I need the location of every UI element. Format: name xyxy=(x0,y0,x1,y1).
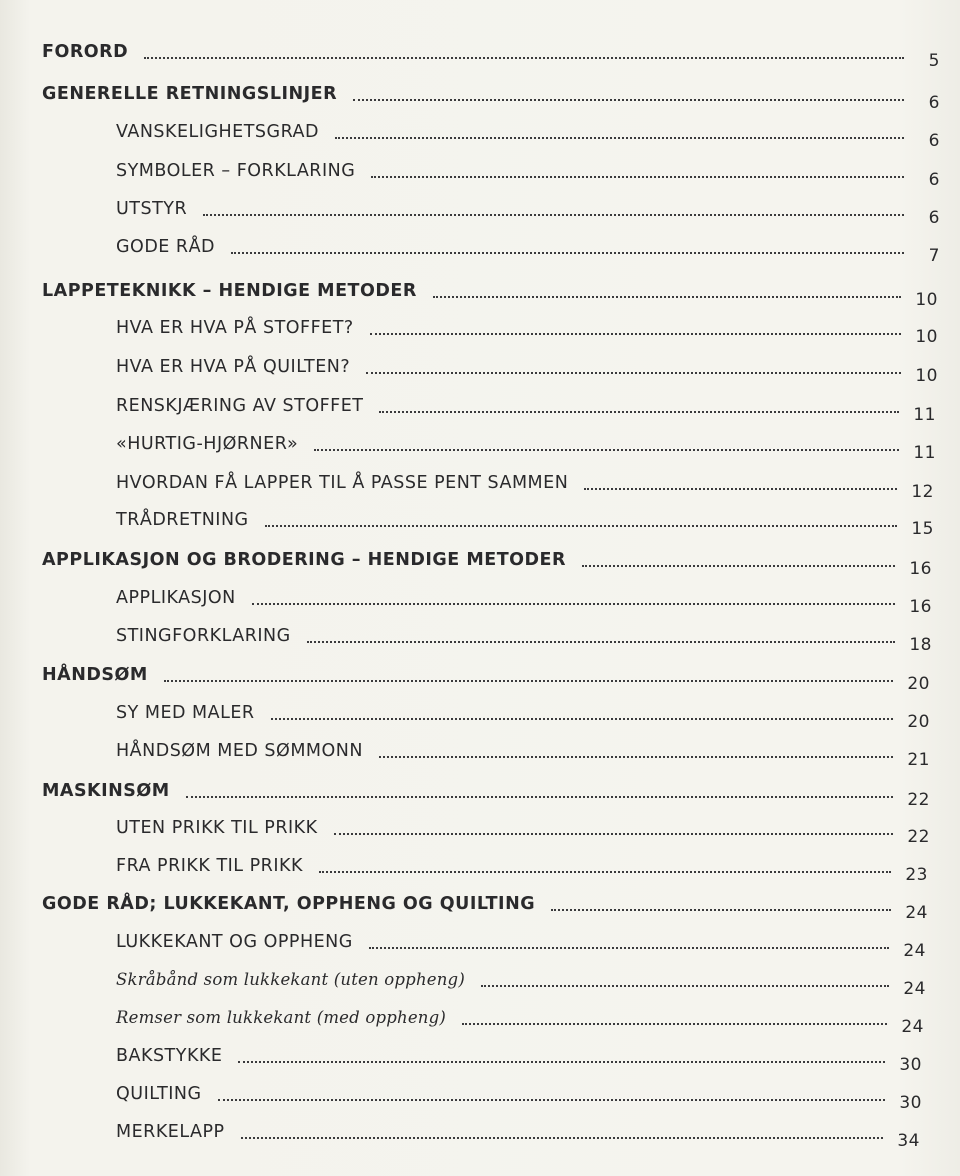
toc-entry-page: 18 xyxy=(909,635,932,655)
toc-entry-title: RENSKJÆRING AV STOFFET xyxy=(116,396,364,416)
toc-entry-title: HÅNDSØM MED SØMMONN xyxy=(116,741,363,761)
dot-leader xyxy=(307,638,896,643)
toc-entry-page: 24 xyxy=(903,979,926,999)
toc-entry-title: UTEN PRIKK TIL PRIKK xyxy=(116,818,318,838)
toc-entry-page: 7 xyxy=(928,246,940,266)
dot-leader xyxy=(366,369,901,374)
toc-entry-page: 5 xyxy=(928,51,940,71)
toc-entry xyxy=(116,318,938,348)
toc-entry xyxy=(116,161,940,191)
toc-entry-page: 11 xyxy=(913,443,936,463)
toc-entry-page: 6 xyxy=(928,131,940,151)
toc-entry-page: 24 xyxy=(903,941,926,961)
toc-entry-title: QUILTING xyxy=(116,1084,202,1104)
dot-leader xyxy=(314,446,899,451)
dot-leader xyxy=(241,1134,884,1139)
toc-entry-page: 6 xyxy=(928,93,940,113)
toc-entry-page: 10 xyxy=(915,327,938,347)
dot-leader xyxy=(231,249,904,254)
toc-entry-page: 6 xyxy=(928,208,940,228)
dot-leader xyxy=(433,293,902,298)
toc-entry-title: GODE RÅD xyxy=(116,237,216,257)
toc-entry xyxy=(116,1008,924,1038)
toc-entry-page: 20 xyxy=(907,712,930,732)
toc-entry-page: 23 xyxy=(905,865,928,885)
dot-leader xyxy=(353,96,904,101)
dot-leader xyxy=(335,134,904,139)
toc-entry xyxy=(42,665,930,695)
toc-entry xyxy=(116,626,932,656)
toc-entry-page: 30 xyxy=(899,1055,922,1075)
dot-leader xyxy=(265,522,898,527)
toc-entry xyxy=(116,1046,922,1076)
toc-entry xyxy=(116,122,940,152)
toc-entry-page: 16 xyxy=(909,559,932,579)
toc-entry-title: Remser som lukkekant (med oppheng) xyxy=(116,1008,447,1027)
toc-entry-page: 20 xyxy=(907,674,930,694)
toc-entry-page: 22 xyxy=(907,790,930,810)
toc-entry xyxy=(116,703,930,733)
dot-leader xyxy=(379,408,899,413)
toc-entry xyxy=(42,781,930,811)
toc-entry-title: SYMBOLER – FORKLARING xyxy=(116,161,356,181)
toc-entry-title: APPLIKASJON xyxy=(116,588,236,608)
dot-leader xyxy=(371,173,904,178)
dot-leader xyxy=(218,1096,886,1101)
toc-entry-title: UTSTYR xyxy=(116,199,188,219)
toc-entry-title: SY MED MALER xyxy=(116,703,255,723)
toc-entry-page: 16 xyxy=(909,597,932,617)
dot-leader xyxy=(252,600,896,605)
toc-entry xyxy=(116,741,930,771)
toc-entry-title: GENERELLE RETNINGSLINJER xyxy=(42,84,338,104)
toc-entry-page: 34 xyxy=(897,1131,920,1151)
dot-leader xyxy=(370,330,902,335)
toc-entry xyxy=(42,550,932,580)
toc-entry xyxy=(116,1084,922,1114)
toc-entry xyxy=(116,818,930,848)
dot-leader xyxy=(319,868,891,873)
toc-entry-title: TRÅDRETNING xyxy=(116,510,249,530)
toc-entry-title: VANSKELIGHETSGRAD xyxy=(116,122,319,142)
dot-leader xyxy=(481,982,889,987)
toc-entry-page: 12 xyxy=(911,482,934,502)
toc-entry xyxy=(42,281,938,311)
toc-entry xyxy=(116,199,940,229)
toc-entry-page: 10 xyxy=(915,290,938,310)
toc-entry-title: GODE RÅD; LUKKEKANT, OPPHENG OG QUILTING xyxy=(42,894,536,914)
dot-leader xyxy=(203,211,904,216)
dot-leader xyxy=(271,715,894,720)
toc-entry-title: HVA ER HVA PÅ QUILTEN? xyxy=(116,357,351,377)
dot-leader xyxy=(379,753,893,758)
dot-leader xyxy=(144,54,904,59)
toc-entry xyxy=(116,357,938,387)
toc-entry xyxy=(116,588,932,618)
dot-leader xyxy=(462,1020,887,1025)
toc-entry-title: FRA PRIKK TIL PRIKK xyxy=(116,856,303,876)
toc-entry-page: 10 xyxy=(915,366,938,386)
toc-entry-page: 15 xyxy=(911,519,934,539)
toc-entry-page: 24 xyxy=(901,1017,924,1037)
toc-entry xyxy=(116,473,934,503)
toc-entry-title: Skråbånd som lukkekant (uten oppheng) xyxy=(116,970,465,989)
toc-entry-title: HVORDAN FÅ LAPPER TIL Å PASSE PENT SAMMEN xyxy=(116,473,569,493)
dot-leader xyxy=(584,485,897,490)
toc-entry xyxy=(116,970,926,1000)
dot-leader xyxy=(186,793,894,798)
toc-entry-title: HVA ER HVA PÅ STOFFET? xyxy=(116,318,354,338)
toc-entry-title: «HURTIG-HJØRNER» xyxy=(116,434,299,454)
toc-entry xyxy=(116,932,926,962)
toc-entry-title: HÅNDSØM xyxy=(42,665,148,685)
dot-leader xyxy=(334,830,894,835)
toc-entry-title: LUKKEKANT OG OPPHENG xyxy=(116,932,353,952)
dot-leader xyxy=(164,677,894,682)
toc-entry-title: FORORD xyxy=(42,42,129,62)
dot-leader xyxy=(369,944,890,949)
toc-entry-page: 22 xyxy=(907,827,930,847)
toc-entry-title: LAPPETEKNIKK – HENDIGE METODER xyxy=(42,281,417,301)
toc-entry-title: BAKSTYKKE xyxy=(116,1046,223,1066)
toc-entry-title: STINGFORKLARING xyxy=(116,626,291,646)
toc-entry xyxy=(116,510,934,540)
toc-entry-title: MASKINSØM xyxy=(42,781,170,801)
toc-entry-page: 24 xyxy=(905,903,928,923)
toc-entry xyxy=(42,42,940,72)
toc-entry xyxy=(42,894,928,924)
toc-entry-page: 21 xyxy=(907,750,930,770)
toc-entry xyxy=(116,1122,920,1152)
toc-entry xyxy=(42,84,940,114)
toc-entry-title: APPLIKASJON OG BRODERING – HENDIGE METODER xyxy=(42,550,566,570)
toc-entry xyxy=(116,434,936,464)
toc-entry-page: 30 xyxy=(899,1093,922,1113)
toc-entry xyxy=(116,856,928,886)
toc-entry-title: MERKELAPP xyxy=(116,1122,225,1142)
dot-leader xyxy=(238,1058,885,1063)
dot-leader xyxy=(551,906,891,911)
toc-entry-page: 11 xyxy=(913,405,936,425)
toc-entry xyxy=(116,396,936,426)
toc-entry-page: 6 xyxy=(928,170,940,190)
dot-leader xyxy=(582,562,895,567)
toc-entry xyxy=(116,237,940,267)
